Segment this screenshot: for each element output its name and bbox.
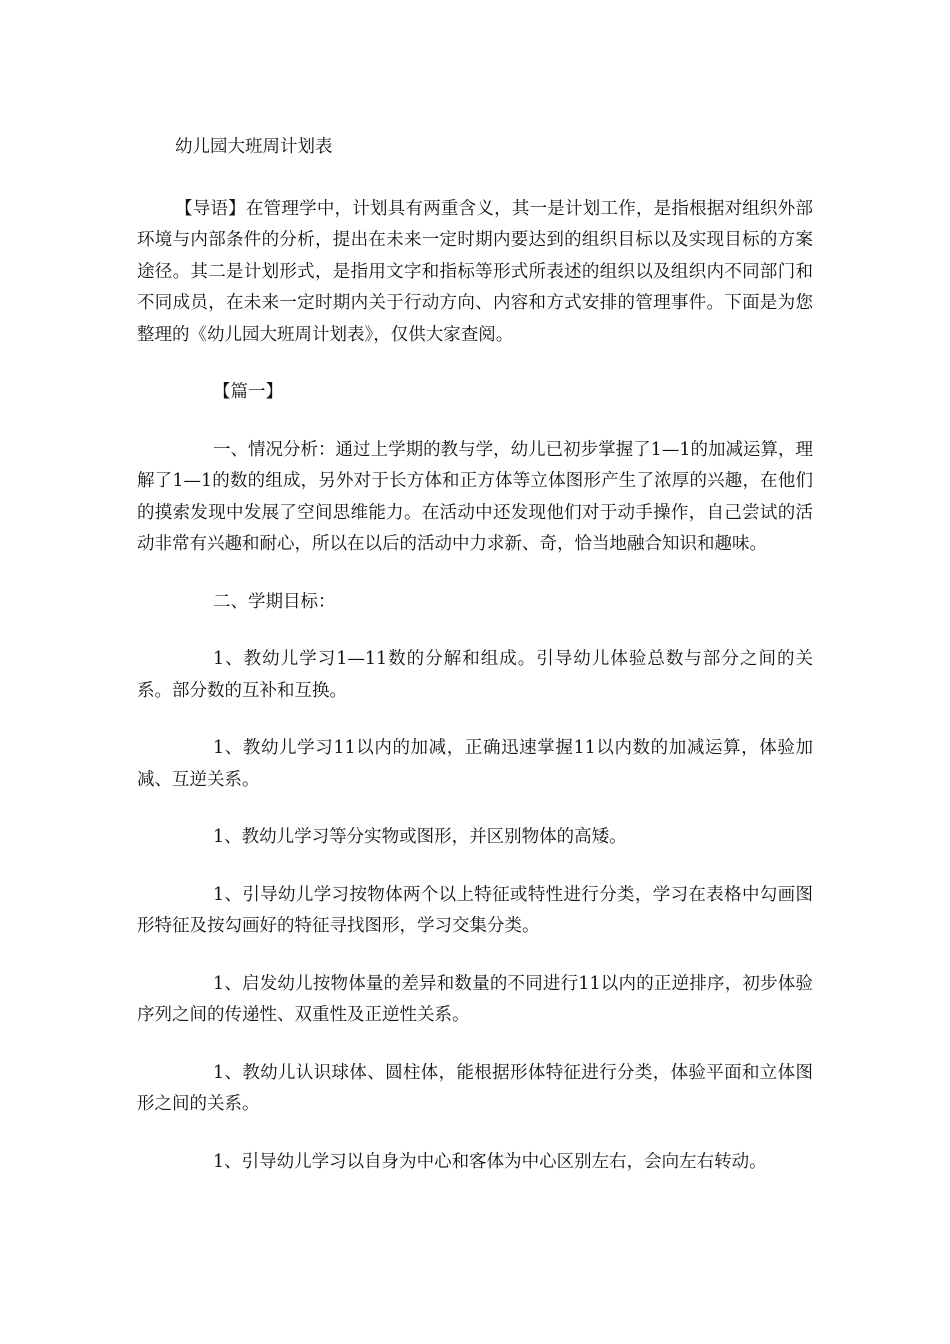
goal-item: 1、教幼儿学习1—11数的分解和组成。引导幼儿体验总数与部分之间的关系。部分数的互补和互换。 <box>137 649 813 701</box>
goal-item: 1、教幼儿学习等分实物或图形，并区别物体的高矮。 <box>213 827 627 847</box>
goal-item: 1、引导幼儿学习以自身为中心和客体为中心区别左右，会向左右转动。 <box>213 1151 767 1172</box>
goals-heading: 二、学期目标： <box>213 591 336 612</box>
document-body <box>137 132 813 1178</box>
section-heading: 【篇一】 <box>213 382 283 402</box>
document-title: 幼儿园大班周计划表 <box>175 137 333 157</box>
goal-item: 1、启发幼儿按物体量的差异和数量的不同进行11以内的正逆排序，初步体验序列之间的传递性、双重性及正逆性关系。 <box>137 973 813 1025</box>
situation-analysis-paragraph: 一、情况分析：通过上学期的教与学，幼儿已初步掌握了1—1的加减运算，理解了1—1的数的组成，另外对于长方体和正方体等立体图形产生了浓厚的兴趣，在他们的摸索发现中发展了空间思维能力。在活动中还发现他们对于动手操作，自己尝试的活动非常有兴趣和耐心，所以在以后的活动中力求新、奇，恰当地融合知识和趣味。 <box>137 439 813 554</box>
goal-item: 1、教幼儿认识球体、圆柱体，能根据形体特征进行分类，体验平面和立体图形之间的关系。 <box>137 1062 813 1114</box>
goal-item: 1、引导幼儿学习按物体两个以上特征或特性进行分类，学习在表格中勾画图形特征及按勾画好的特征寻找图形，学习交集分类。 <box>137 884 813 936</box>
goal-item: 1、教幼儿学习11以内的加减，正确迅速掌握11以内数的加减运算，体验加减、互逆关系。 <box>137 738 813 790</box>
intro-paragraph: 【导语】在管理学中，计划具有两重含义，其一是计划工作，是指根据对组织外部环境与内部条件的分析，提出在未来一定时期内要达到的组织目标以及实现目标的方案途径。其二是计划形式，是指用文字和指标等形式所表述的组织以及组织内不同部门和不同成员，在未来一定时期内关于行动方向、内容和方式安排的管理事件。下面是为您整理的《幼儿园大班周计划表》，仅供大家查阅。 <box>137 198 813 345</box>
